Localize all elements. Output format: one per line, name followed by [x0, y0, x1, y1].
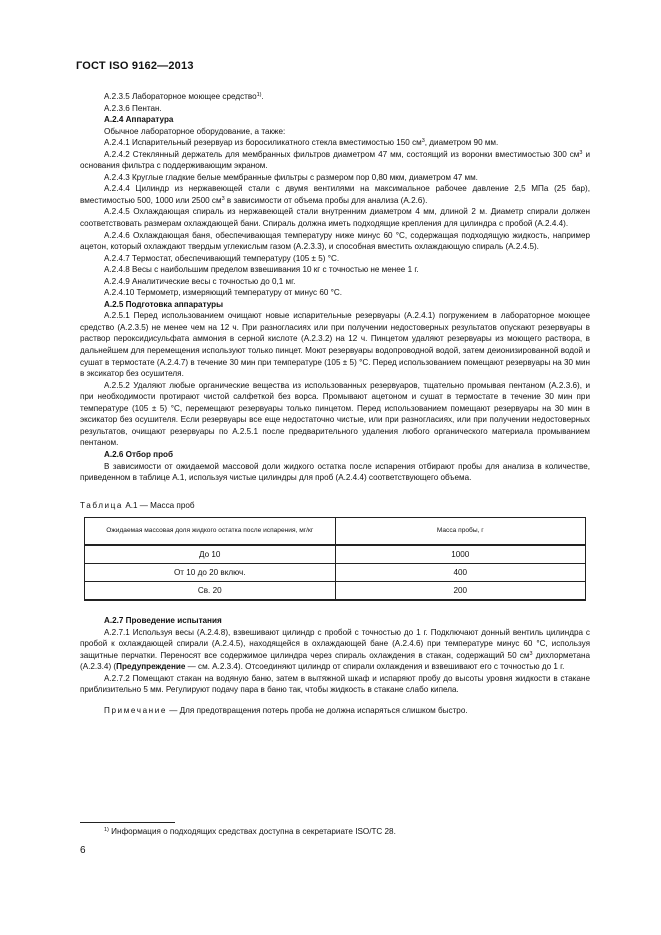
- section-heading-a25: А.2.5 Подготовка аппаратуры: [104, 299, 224, 309]
- item-a249: А.2.4.9 Аналитические весы с точностью до 0,1 мг.: [104, 276, 296, 286]
- footnote-ref[interactable]: 1): [256, 92, 262, 98]
- item-a272: А.2.7.2 Помещают стакан на водяную баню, затем в вытяжной шкаф и испаряют пробу до высоты уровня жидкости в стакане приблизительно 5 мм. Регулируют подачу пара в баню так, чтобы жидкость в стакане слабо кипела.: [80, 673, 590, 695]
- item-a235: А.2.3.5 Лабораторное моющее средство$^{1)}$.: [104, 92, 264, 101]
- item-a252: А.2.5.2 Удаляют любые органические вещества из использованных резервуаров, тщательно промывая пентаном (А.2.3.6), и при необходимости протирают чистой салфеткой без ворса. Промывают ацетоном и сушат в термостате в течение 30 мин при температуре (105 ± 5) °С, перемещают резервуары только пинцетом. Перед использованием помещают резервуары на 30 мин в эксикатор без осушителя. Если резервуары все еще недостаточно чистые, или при разногласиях, или при получении недостоверных результатов, очищают резервуары по А.2.5.1 после предварительного удаления любого органического материала промыванием пентаном.: [80, 380, 590, 448]
- table-cell-mass: 1000: [335, 545, 586, 564]
- table-header-mass: Масса пробы, г: [335, 518, 586, 546]
- item-a244: А.2.4.4 Цилиндр из нержавеющей стали с двумя вентилями на максимальное рабочее давление 2,5 МПа (25 бар), вместимостью 500, 1000 или 2500 $см^3$ в зависимости от объема пробы для анализа (А.2.6).: [80, 184, 590, 205]
- section-heading-a27: А.2.7 Проведение испытания: [104, 616, 222, 626]
- item-a242: А.2.4.2 Стеклянный держатель для мембранных фильтров диаметром 47 мм, состоящий из воронки вместимостью 300 $см^3$ и основания фильтра с поддерживающим экраном.: [80, 149, 590, 171]
- table-cell-mass: 200: [335, 582, 586, 601]
- item-a245: А.2.4.5 Охлаждающая спираль из нержавеющей стали внутренним диаметром 4 мм, длиной 2 м. Диаметр спирали должен соответствовать размерам охлаждающей бани. Спираль должна иметь подходящие крепления для цилиндра с пробой (А.2.4.4).: [80, 207, 590, 229]
- table-header-fraction: Ожидаемая массовая доля жидкого остатка после испарения, мг/кг: [85, 518, 336, 546]
- table-cell-range: От 10 до 20 включ.: [85, 564, 336, 582]
- item-a26: В зависимости от ожидаемой массовой доли жидкого остатка после испарения отбирают пробы для анализа в количестве, приведенном в таблице А.1, используя чистые цилиндры для проб (А.2.4.4) соответствующего объема.: [80, 461, 590, 483]
- table-row: [85, 564, 586, 582]
- warning-label: Предупреждение: [116, 662, 186, 672]
- note-label: Примечание: [104, 705, 168, 715]
- item-a241: А.2.4.1 Испарительный резервуар из боросиликатного стекла вместимостью 150 $см^3$, диаметром 90 мм.: [104, 138, 499, 148]
- item-a236: А.2.3.6 Пентан.: [104, 103, 162, 113]
- document-body: [80, 91, 590, 717]
- section-heading-a24: А.2.4 Аппаратура: [104, 115, 174, 125]
- sample-mass-table: [84, 517, 586, 601]
- item-a248: А.2.4.8 Весы с наибольшим пределом взвешивания 10 кг с точностью не менее 1 г.: [104, 265, 419, 275]
- table-cell-range: Св. 20: [85, 582, 336, 601]
- note: Примечание — Для предотвращения потерь проба не должна испаряться слишком быстро.: [104, 705, 468, 715]
- table-cell-mass: 400: [335, 564, 586, 582]
- item-a243: А.2.4.3 Круглые гладкие белые мембранные фильтры с размером пор 0,80 мкм, диаметром 47 мм.: [104, 172, 478, 182]
- section-heading-a26: А.2.6 Отбор проб: [104, 449, 174, 459]
- table-row: [85, 582, 586, 601]
- table-cell-range: До 10: [85, 545, 336, 564]
- item-a271: А.2.7.1 Используя весы (А.2.4.8), взвешивают цилиндр с пробой с точностью до 1 г. Подключают донный вентиль цилиндра с пробой к охлаждающей спирали (А.2.4.5), находящейся в охлаждающей бане (А.2.4.6) при температуре минус 60 °С, используя защитные перчатки. Переносят все содержимое цилиндра через спираль охлаждения в стакан, содержащий 50 $см^3$ дихлорметана (А.2.3.4) (Предупреждение — см. А.2.3.4). Отсоединяют цилиндр от спирали охлаждения и взвешивают его с точностью до 1 г.: [80, 627, 590, 672]
- item-a247: А.2.4.7 Термостат, обеспечивающий температуру (105 ± 5) °С.: [104, 253, 340, 263]
- item-a246: А.2.4.6 Охлаждающая баня, обеспечивающая температуру ниже минус 60 °С, содержащая подходящую жидкость, например ацетон, который охлаждают твердым углекислым газом (А.2.3.3), и способная вместить охлаждающую спираль (А.2.4.5).: [80, 230, 590, 252]
- item-a2410: А.2.4.10 Термометр, измеряющий температуру от минус 60 °С.: [104, 288, 343, 298]
- document-header: ГОСТ ISO 9162—2013: [76, 60, 194, 72]
- page-number: 6: [80, 845, 86, 856]
- item-a251: А.2.5.1 Перед использованием очищают новые испарительные резервуары (А.2.4.1) погружением в лабораторное моющее средство (А.2.3.5) не менее чем на 12 ч. При разногласиях или при получении недостоверных результатов опускают резервуары в раствор пероксидисульфата аммония в серной кислоте (А.2.3.2) на 12 ч. Пинцетом удаляют резервуары из моющего раствора, в дальнейшем для перемещения используют только пинцет. Моют резервуары водопроводной водой, затем деионизированной водой и сушат в термостате (А.2.4.7) в течение 30 мин при температуре (105 ± 5) °С. Перед использованием помещают резервуары на 30 мин в эксикатор без осушителя.: [80, 311, 590, 379]
- table-row: [85, 545, 586, 564]
- footnote-divider: [80, 822, 175, 823]
- footnote: $^{1)}$ Информация о подходящих средствах доступна в секретариате ISO/TC 28.: [104, 827, 396, 836]
- paragraph-equipment: Обычное лабораторное оборудование, а также:: [104, 126, 286, 136]
- table-caption: Таблица А.1 — Масса проб: [80, 500, 195, 510]
